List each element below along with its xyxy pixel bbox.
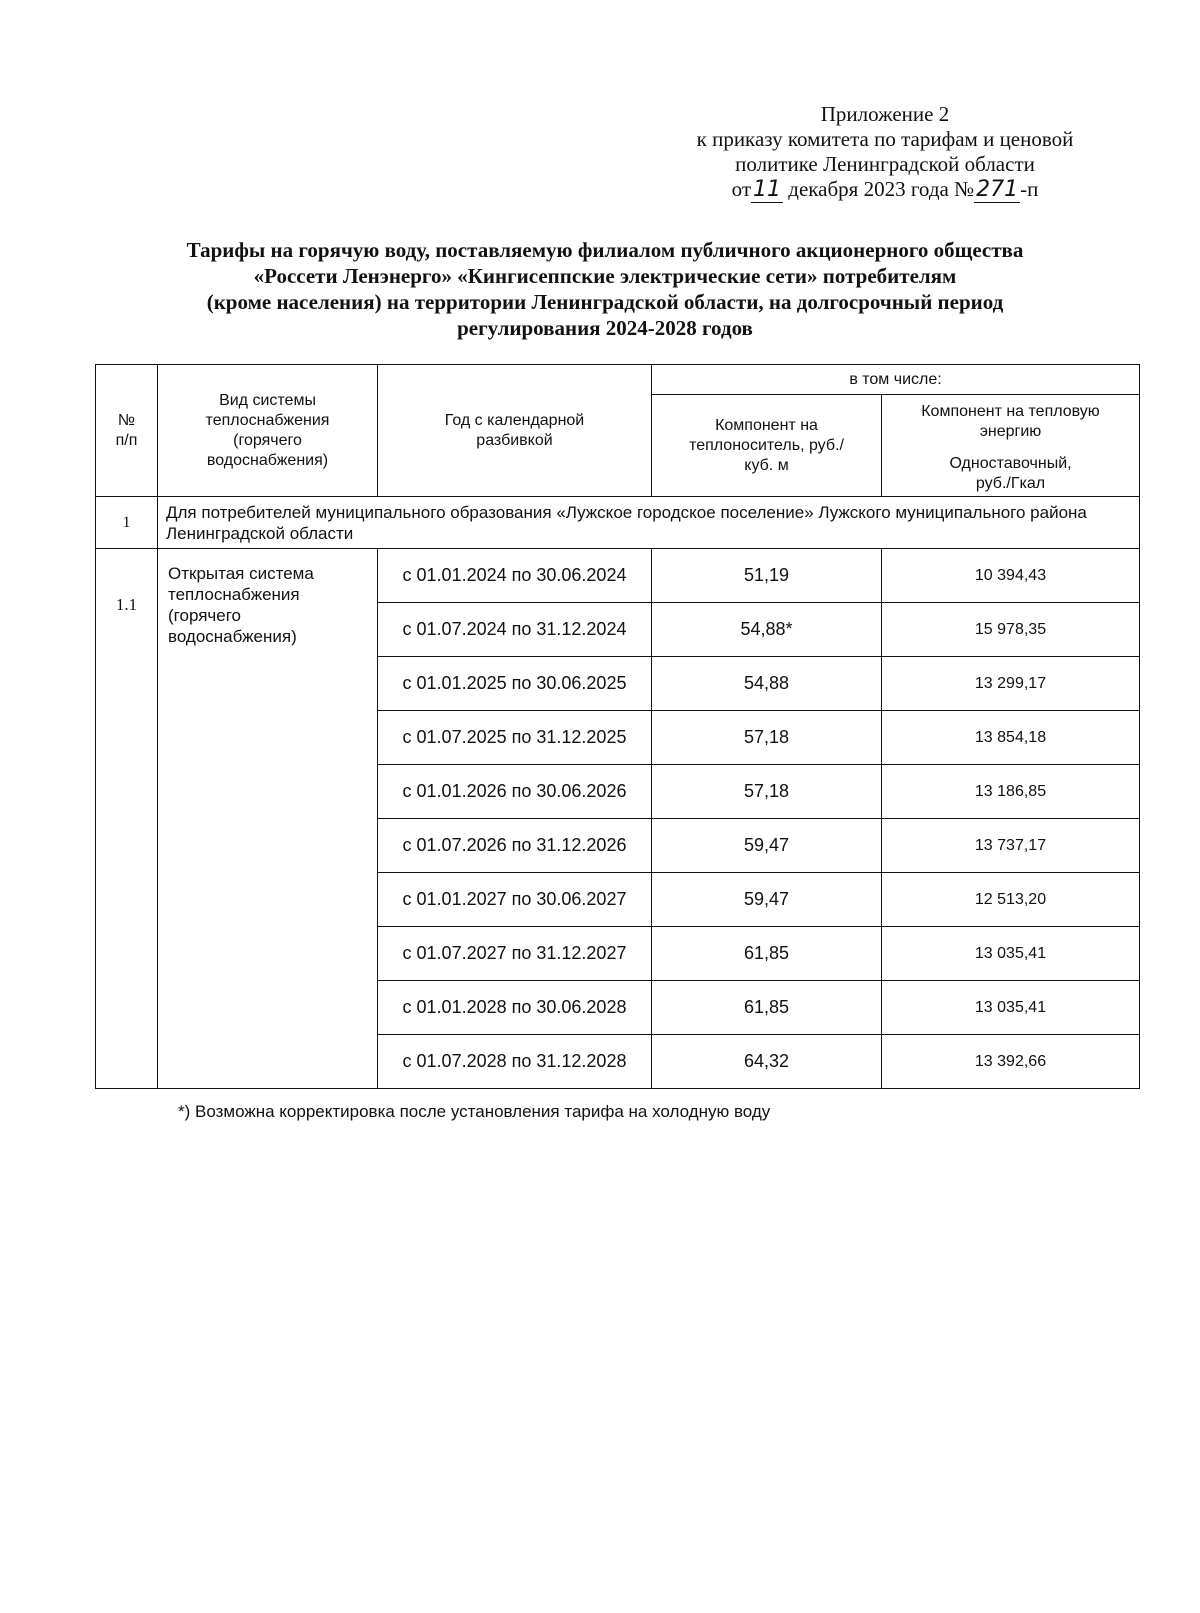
appendix-label: Приложение 2 — [820, 102, 950, 126]
tariff-table — [95, 364, 1140, 1089]
col-header-num — [96, 365, 158, 497]
col-header-heat-energy — [882, 395, 1140, 497]
heat-energy-value: 13 186,85 — [882, 765, 1140, 819]
period-cell: с 01.07.2026 по 31.12.2026 — [378, 819, 652, 873]
period-cell: с 01.01.2027 по 30.06.2027 — [378, 873, 652, 927]
heat-carrier-value: 57,18 — [652, 711, 882, 765]
heat-energy-value: 13 392,66 — [882, 1035, 1140, 1089]
heat-energy-value: 10 394,43 — [882, 549, 1140, 603]
heat-carrier-value: 59,47 — [652, 873, 882, 927]
order-number-suffix: -п — [1020, 177, 1039, 201]
date-prefix: от — [731, 177, 752, 201]
period-cell: с 01.07.2024 по 31.12.2024 — [378, 603, 652, 657]
section-row — [96, 497, 1140, 549]
order-date-line — [620, 177, 1150, 202]
heat-carrier-value: 61,85 — [652, 927, 882, 981]
heat-energy-value: 13 035,41 — [882, 981, 1140, 1035]
header-row-1 — [96, 365, 1140, 395]
title-line-2: «Россети Ленэнерго» «Кингисеппские электрические сети» потребителям — [253, 264, 957, 288]
group-number: 1.1 — [96, 549, 158, 1089]
section-description: Для потребителей муниципального образования «Лужское городское поселение» Лужского муниципального района Ленинградской области — [158, 497, 1140, 549]
heat-carrier-value: 51,19 — [652, 549, 882, 603]
period-cell: с 01.07.2027 по 31.12.2027 — [378, 927, 652, 981]
footnote: *) Возможна корректировка после установления тарифа на холодную воду — [178, 1102, 771, 1121]
heat-energy-value: 13 854,18 — [882, 711, 1140, 765]
col-header-num-line1: № — [117, 411, 136, 429]
appendix-header — [620, 102, 1150, 202]
heat-energy-value: 13 035,41 — [882, 927, 1140, 981]
heat-energy-value: 13 737,17 — [882, 819, 1140, 873]
col-header-single-rate-line1: Одноставочный, — [949, 454, 1072, 472]
date-middle: декабря 2023 года № — [783, 177, 975, 201]
heat-carrier-value: 64,32 — [652, 1035, 882, 1089]
heat-energy-value: 12 513,20 — [882, 873, 1140, 927]
period-cell: с 01.01.2025 по 30.06.2025 — [378, 657, 652, 711]
col-header-single-rate-line2: руб./Гкал — [975, 474, 1046, 492]
col-header-num-line2: п/п — [115, 431, 138, 449]
col-header-heat-carrier: Компонент на теплоноситель, руб./куб. м — [652, 395, 882, 497]
document-title — [90, 237, 1120, 341]
handwritten-day: 11 — [753, 177, 782, 202]
handwritten-order-number: 271 — [976, 177, 1019, 202]
col-header-system: Вид системы теплоснабжения (горячего водоснабжения) — [158, 365, 378, 497]
title-line-1: Тарифы на горячую воду, поставляемую филиалом публичного акционерного общества — [186, 238, 1024, 262]
col-header-including: в том числе: — [652, 365, 1140, 395]
section-number: 1 — [96, 497, 158, 549]
heat-carrier-value: 57,18 — [652, 765, 882, 819]
group-system-type: Открытая система теплоснабжения (горячего водоснабжения) — [158, 549, 378, 1089]
period-cell: с 01.01.2024 по 30.06.2024 — [378, 549, 652, 603]
period-cell: с 01.07.2028 по 31.12.2028 — [378, 1035, 652, 1089]
col-header-heat-energy-title: Компонент на тепловую энергию — [921, 402, 1100, 440]
heat-energy-value: 15 978,35 — [882, 603, 1140, 657]
period-cell: с 01.01.2026 по 30.06.2026 — [378, 765, 652, 819]
title-line-4: регулирования 2024-2028 годов — [457, 316, 753, 340]
table-row — [96, 549, 1140, 603]
heat-carrier-value: 54,88 — [652, 657, 882, 711]
period-cell: с 01.07.2025 по 31.12.2025 — [378, 711, 652, 765]
heat-energy-value: 13 299,17 — [882, 657, 1140, 711]
heat-carrier-value: 61,85 — [652, 981, 882, 1035]
title-line-3: (кроме населения) на территории Ленинградской области, на долгосрочный период — [206, 290, 1004, 314]
order-reference-line2: политике Ленинградской области — [735, 152, 1035, 176]
order-reference-line1: к приказу комитета по тарифам и ценовой — [696, 127, 1074, 151]
heat-carrier-value: 59,47 — [652, 819, 882, 873]
col-header-year: Год с календарной разбивкой — [378, 365, 652, 497]
period-cell: с 01.01.2028 по 30.06.2028 — [378, 981, 652, 1035]
heat-carrier-value: 54,88* — [652, 603, 882, 657]
